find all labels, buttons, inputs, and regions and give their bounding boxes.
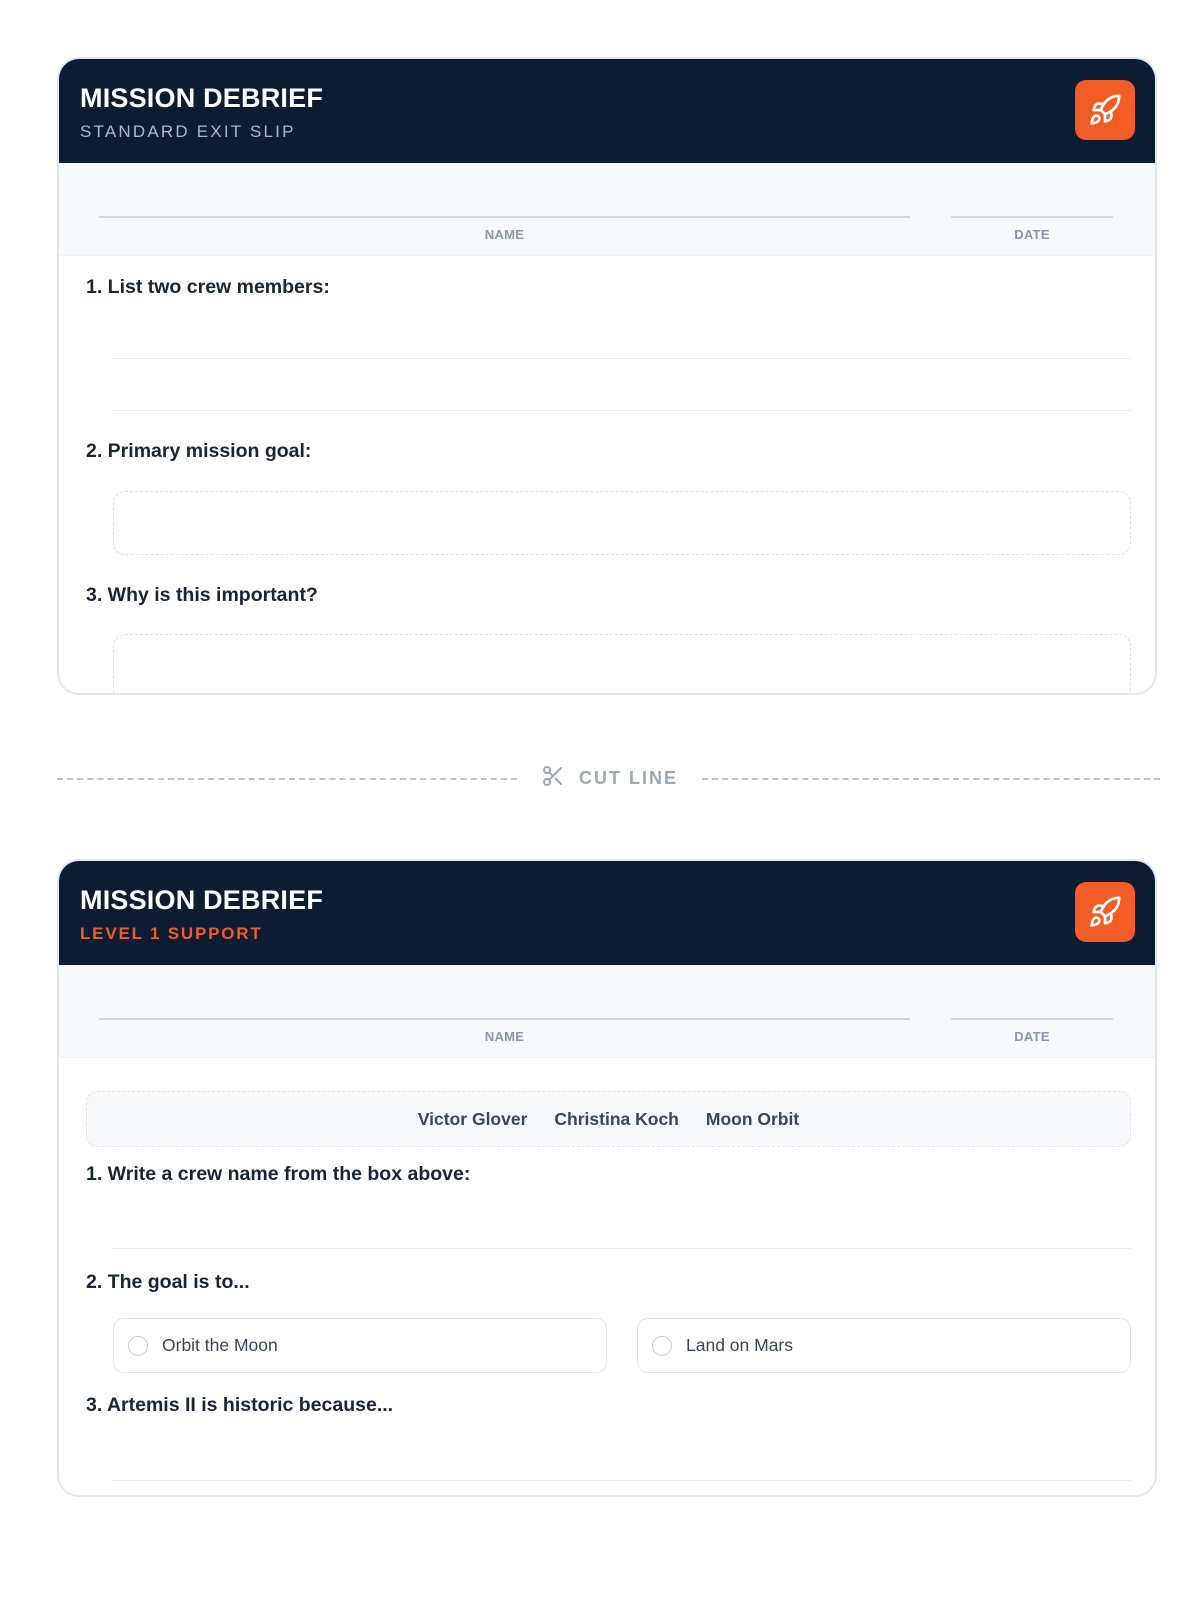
rocket-icon	[1075, 882, 1135, 942]
date-field[interactable]	[951, 216, 1113, 218]
name-date-row	[59, 965, 1155, 1058]
question-3: 3. Why is this important?	[86, 584, 318, 606]
scissors-icon	[541, 763, 565, 794]
question-3: 3. Artemis II is historic because...	[86, 1394, 394, 1416]
answer-line-1[interactable]	[113, 358, 1131, 359]
name-date-row	[59, 163, 1155, 256]
question-2: 2. The goal is to...	[86, 1271, 250, 1293]
exit-slip-support	[57, 859, 1157, 1497]
answer-line-2[interactable]	[113, 410, 1131, 411]
name-label: NAME	[484, 227, 525, 242]
date-label: DATE	[1014, 1029, 1050, 1044]
slip-header	[59, 861, 1155, 965]
slip-title: MISSION DEBRIEF	[80, 83, 324, 113]
slip-subtitle: LEVEL 1 SUPPORT	[80, 924, 263, 943]
answer-line-3[interactable]	[113, 1480, 1131, 1481]
answer-box-importance[interactable]	[113, 634, 1131, 695]
word-bank-item: Moon Orbit	[705, 1108, 800, 1129]
cut-line-label: CUT LINE	[579, 767, 678, 788]
option-label: Land on Mars	[686, 1335, 794, 1355]
slip-title: MISSION DEBRIEF	[80, 885, 324, 915]
answer-line-1[interactable]	[113, 1248, 1131, 1249]
option-land-mars[interactable]	[637, 1318, 1131, 1373]
date-label: DATE	[1014, 227, 1050, 242]
name-field[interactable]	[99, 1018, 910, 1020]
slip-header	[59, 59, 1155, 163]
cut-line-right	[702, 778, 1160, 780]
word-bank-item: Christina Koch	[554, 1108, 679, 1129]
question-1: 1. Write a crew name from the box above:	[86, 1163, 471, 1185]
question-2: 2. Primary mission goal:	[86, 440, 312, 462]
rocket-icon	[1075, 80, 1135, 140]
slip-subtitle: STANDARD EXIT SLIP	[80, 122, 296, 141]
cut-line-left	[57, 778, 517, 780]
radio-button[interactable]	[652, 1336, 672, 1356]
word-bank-item: Victor Glover	[417, 1108, 528, 1129]
name-label: NAME	[484, 1029, 525, 1044]
question-1: 1. List two crew members:	[86, 276, 330, 298]
exit-slip-standard	[57, 57, 1157, 695]
option-label: Orbit the Moon	[162, 1335, 278, 1355]
name-field[interactable]	[99, 216, 910, 218]
radio-button[interactable]	[128, 1336, 148, 1356]
option-orbit-moon[interactable]	[113, 1318, 607, 1373]
date-field[interactable]	[951, 1018, 1113, 1020]
cut-line-marker	[541, 763, 678, 793]
word-bank	[86, 1091, 1131, 1147]
answer-box-goal[interactable]	[113, 491, 1131, 555]
